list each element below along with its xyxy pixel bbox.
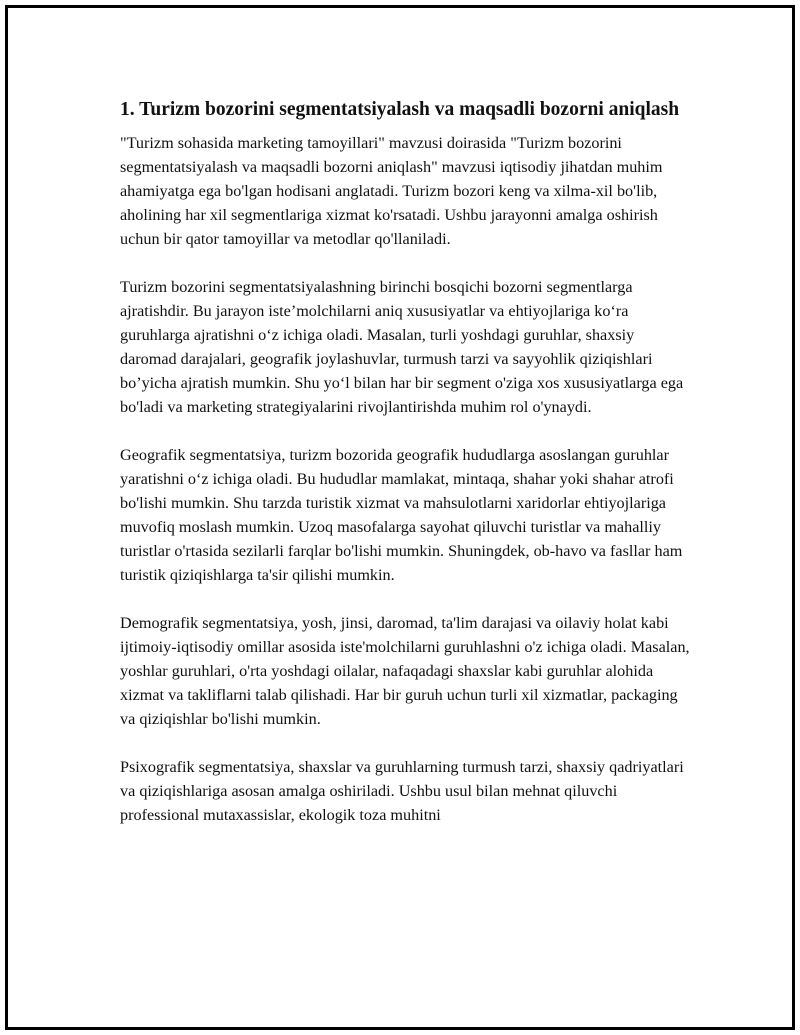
paragraph-demographic-segmentation: Demografik segmentatsiya, yosh, jinsi, daromad, ta'lim darajasi va oilaviy holat kabi ijtimoiy-iqtisodiy omillar asosida iste'molchilarni guruhlashni o'z ichiga oladi. Masalan, yoshlar guruhlari, o'rta yoshdagi oilalar, nafaqadagi shaxslar kabi guruhlar alohida xizmat va takliflarni talab qilishadi. Har bir guruh uchun turli xil xizmatlar, packaging va qiziqishlar bo'lishi mumkin. [120, 614, 690, 728]
paragraph-geographic-segmentation: Geografik segmentatsiya, turizm bozorida geografik hududlarga asoslangan guruhlar yaratishni o‘z ichiga oladi. Bu hududlar mamlakat, mintaqa, shahar yoki shahar atrofi bo'lishi mumkin. Shu tarzda turistik xizmat va mahsulotlarni xaridorlar ehtiyojlariga muvofiq moslash mumkin. Uzoq masofalarga sayohat qiluvchi turistlar va mahalliy turistlar o'rtasida sezilarli farqlar bo'lishi mumkin. Shuningdek, ob-havo va fasllar ham turistik qiziqishlarga ta'sir qilishi mumkin. [120, 446, 683, 584]
paragraph-psychographic-segmentation: Psixografik segmentatsiya, shaxslar va guruhlarning turmush tarzi, shaxsiy qadriyatlari va qiziqishlariga asosan amalga oshiriladi. Ushbu usul bilan mehnat qiluvchi professional mutaxassislar, ekologik toza muhitni [120, 758, 684, 824]
document-page [5, 5, 795, 1030]
section-heading: 1. Turizm bozorini segmentatsiyalash va maqsadli bozorni aniqlash [120, 99, 680, 120]
paragraph-segmentation-stage: Turizm bozorini segmentatsiyalashning birinchi bosqichi bozorni segmentlarga ajratishdir. Bu jarayon iste’molchilarni aniq xususiyatlar va ehtiyojlariga ko‘ra guruhlarga ajratishni o‘z ichiga oladi. Masalan, turli yoshdagi guruhlar, shaxsiy daromad darajalari, geografik joylashuvlar, turmush tarzi va sayyohlik qiziqishlari bo’yicha ajratish mumkin. Shu yo‘l bilan har bir segment o'ziga xos xususiyatlarga ega bo'ladi va marketing strategiyalarini rivojlantirishda muhim rol o'ynaydi. [120, 278, 684, 416]
paragraph-intro: "Turizm sohasida marketing tamoyillari" mavzusi doirasida "Turizm bozorini segmentatsiyalash va maqsadli bozorni aniqlash" mavzusi iqtisodiy jihatdan muhim ahamiyatga ega bo'lgan hodisani anglatadi. Turizm bozori keng va xilma-xil bo'lib, aholining har xil segmentlariga xizmat ko'rsatadi. Ushbu jarayonni amalga oshirish uchun bir qator tamoyillar va metodlar qo'llaniladi. [120, 134, 663, 248]
document-body [120, 96, 692, 827]
